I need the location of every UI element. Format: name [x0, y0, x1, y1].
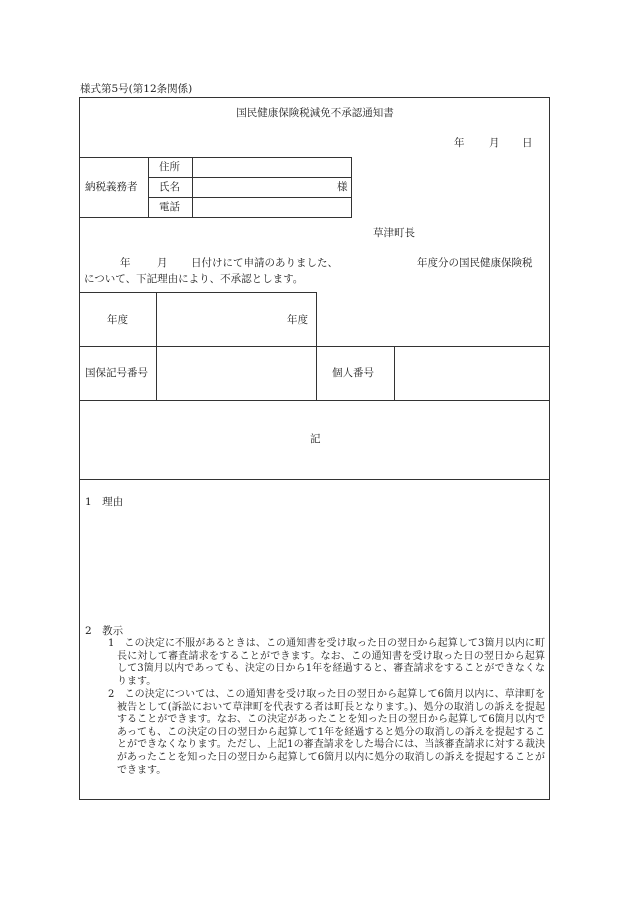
fiscal-year-value: 年度: [287, 314, 308, 326]
instruction-item-1: 1 この決定に不服があるときは、この通知書を受け取った日の翌日から起算して3箇月以内に町長に対して審査請求をすることができます。なお、この通知書を受け取った日の翌日から起算して3箇月以内であっても、決定の日から1年を経過すると、審査請求をすることができなくなります。: [108, 638, 545, 687]
phone-label: 電話: [159, 201, 180, 213]
notice-fiscal-year-text: 年度分の国民健康保険税: [417, 257, 533, 269]
document-title: 国民健康保険税減免不承認通知書: [236, 107, 394, 119]
insurance-number-label: 国保記号番号: [85, 367, 148, 379]
notice-text: 日付けにて申請のありました、: [191, 257, 338, 269]
notice-year: 年: [120, 257, 131, 269]
personal-number-label: 個人番号: [332, 367, 374, 379]
notice-text-line2: について、下記理由により、不承認とします。: [84, 273, 304, 285]
taxpayer-table: [79, 157, 352, 218]
ki-heading: 記: [310, 433, 321, 445]
issuer-name: 草津町長: [373, 227, 415, 239]
instruction-label: 2 教示: [85, 625, 124, 637]
date-year: 年: [454, 137, 465, 149]
date-month: 月: [489, 137, 500, 149]
name-label: 氏名: [159, 181, 180, 193]
instruction-item-2: 2 この決定については、この通知書を受け取った日の翌日から起算して6箇月以内に、草津町を被告として(訴訟において草津町を代表する者は町長となります。)、処分の取消しの訴えを提起することができます。なお、この決定があったことを知った日の翌日から起算して6箇月以内であっても、この決定の日の翌日から起算して1年を経過すると処分の取消しの訴えを提起することができなくなります。ただし、上記1の審査請求をした場合には、当該審査請求に対する裁決があったことを知った日の翌日から起算して6箇月以内に処分の取消しの訴えを提起することができます。: [108, 689, 545, 776]
honorific: 様: [337, 181, 348, 193]
fiscal-year-label: 年度: [107, 314, 128, 326]
date-day: 日: [522, 137, 533, 149]
form-number-label: 様式第5号(第12条関係): [80, 83, 193, 95]
taxpayer-label: 納税義務者: [85, 181, 138, 193]
reason-label: 1 理由: [85, 496, 124, 508]
address-label: 住所: [159, 161, 180, 173]
notice-month: 月: [157, 257, 168, 269]
